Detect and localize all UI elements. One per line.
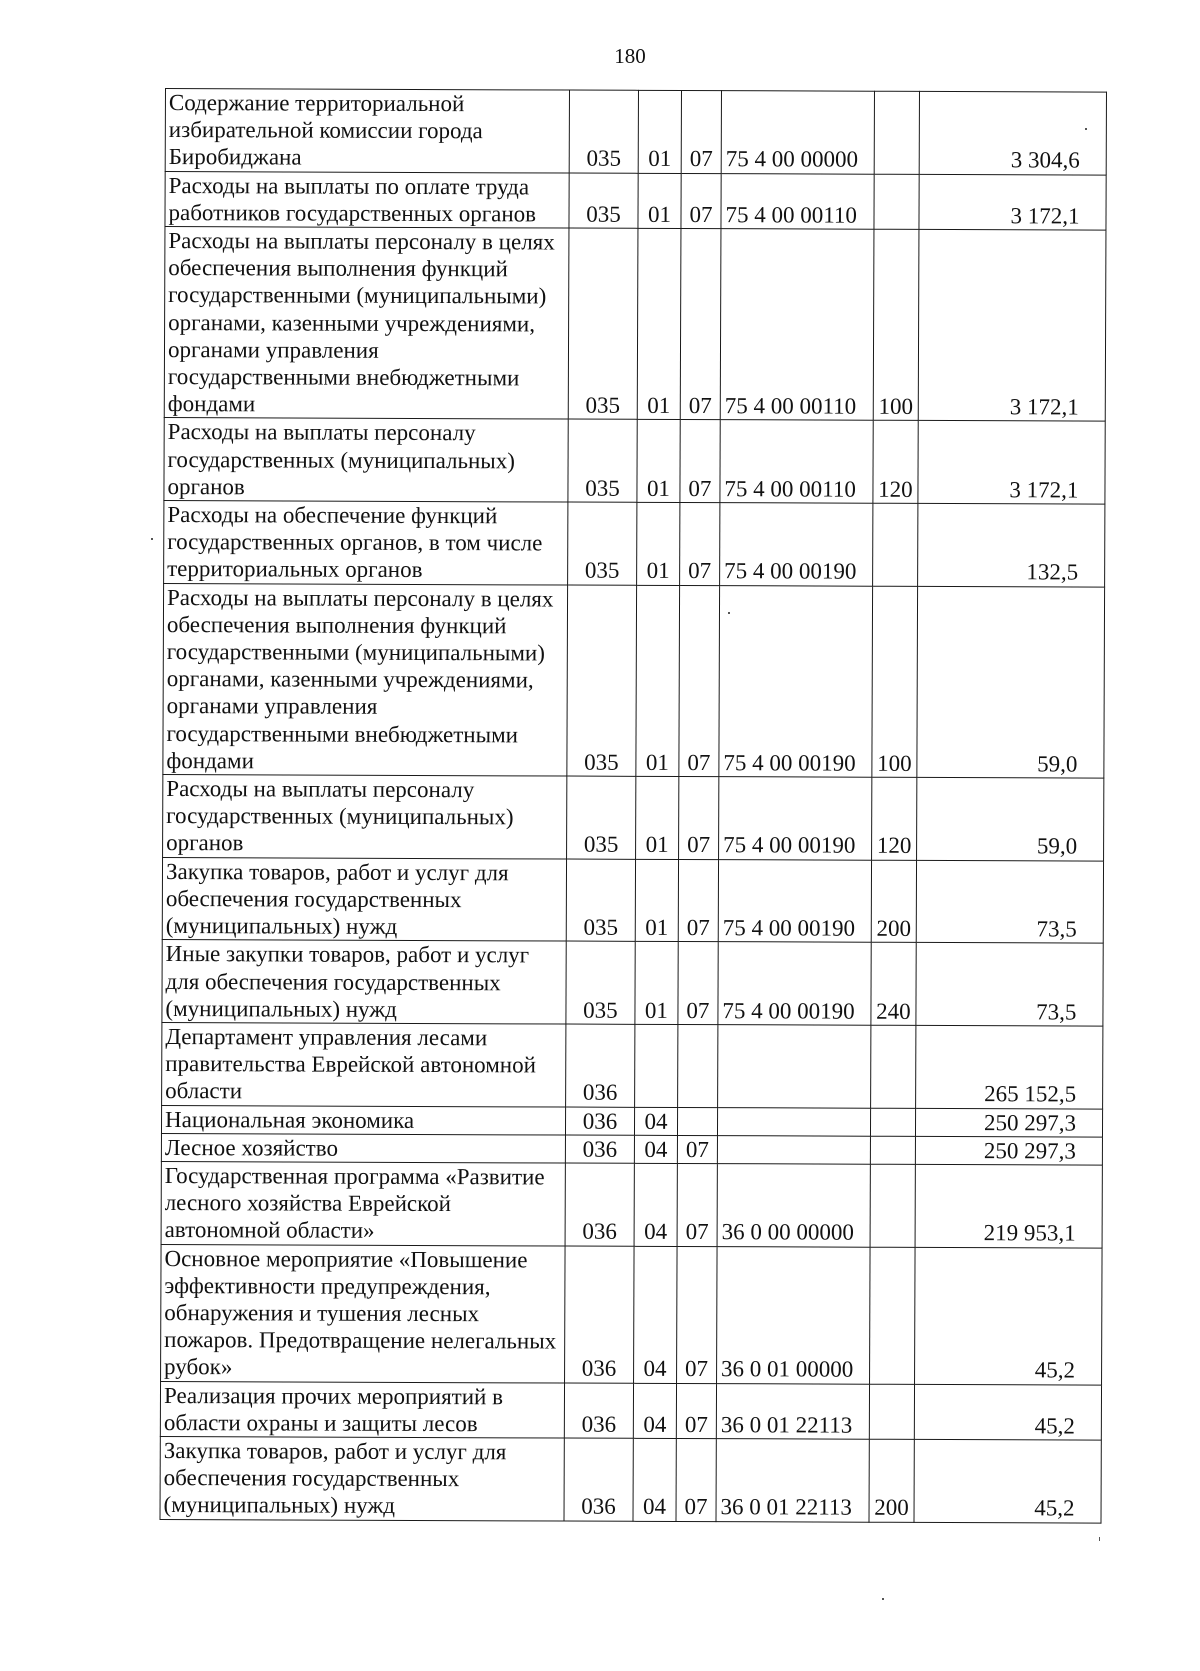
row-name-cell: Расходы на выплаты персоналу в целях обеспечения выполнения функций государственными (муниципальными) органами, казенными учреждениями, органами управления государственными внебюджетными фондами [163,583,568,776]
ministry-code-cell: 036 [564,1438,633,1521]
expense-type-cell: 200 [871,860,916,943]
subsection-code-cell: 07 [680,503,720,586]
subsection-code-cell: 07 [677,1135,717,1163]
section-code-cell [635,1024,678,1107]
table-row [164,227,1106,422]
ministry-code-cell: 036 [565,1135,634,1163]
expense-type-cell: 200 [869,1439,914,1522]
ministry-code-cell: 035 [569,90,638,173]
amount-cell: 45,2 [914,1439,1101,1522]
target-article-cell: 36 0 01 22113 [716,1383,869,1439]
row-name-cell: Расходы на выплаты персоналу государственных (муниципальных) органов [163,775,567,859]
scan-speck [1085,128,1087,130]
ministry-code-cell: 036 [565,1246,635,1383]
expense-type-cell: 100 [873,229,919,421]
scan-speck [1099,1537,1100,1541]
amount-cell: 265 152,5 [916,1025,1103,1108]
table-row [161,1244,1103,1385]
amount-cell: 250 297,3 [915,1136,1102,1165]
subsection-code-cell [677,1107,717,1135]
table-row [162,1022,1103,1108]
amount-cell: 3 172,1 [918,229,1106,421]
subsection-code-cell: 07 [678,942,718,1025]
section-code-cell: 04 [633,1383,676,1439]
section-code-cell: 04 [633,1438,676,1521]
expense-type-cell [873,503,918,586]
scan-speck [882,1598,884,1600]
table-row [163,775,1104,861]
scan-speck [728,612,730,614]
row-name-cell: Расходы на выплаты по оплате труда работников государственных органов [165,171,569,228]
table-row [164,418,1105,504]
amount-cell: 59,0 [917,586,1105,778]
row-name-cell: Закупка товаров, работ и услуг для обеспечения государственных (муниципальных) нужд [162,857,566,941]
expense-type-cell [870,1108,915,1136]
row-name-cell: Реализация прочих мероприятий в области охраны и защиты лесов [160,1381,564,1438]
target-article-cell: 75 4 00 00190 [719,585,873,777]
section-code-cell: 04 [634,1246,678,1383]
section-code-cell: 01 [638,173,681,229]
subsection-code-cell: 07 [676,1438,716,1521]
target-article-cell: 75 4 00 00110 [721,173,874,229]
target-article-cell: 36 0 00 00000 [717,1164,870,1247]
ministry-code-cell: 035 [566,859,635,942]
section-code-cell: 01 [637,228,681,420]
page-number: 180 [614,44,646,68]
amount-cell: 250 297,3 [915,1108,1102,1137]
amount-cell: 219 953,1 [915,1164,1102,1247]
target-article-cell: 36 0 01 22113 [716,1439,869,1522]
target-article-cell: 75 4 00 00000 [721,91,874,174]
row-name-cell: Лесное хозяйство [161,1133,565,1163]
expense-type-cell [870,1164,915,1247]
expense-type-cell [870,1136,915,1164]
expense-type-cell [874,174,919,230]
target-article-cell: 75 4 00 00110 [720,229,874,421]
ministry-code-cell: 036 [565,1107,634,1135]
subsection-code-cell: 07 [677,1246,718,1383]
row-name-cell: Содержание территориальной избирательной комиссии города Биробиджана [165,89,569,173]
section-code-cell: 01 [638,90,681,173]
amount-cell: 3 304,6 [919,91,1106,174]
table-row [163,583,1105,778]
section-code-cell: 01 [637,502,680,585]
amount-cell: 132,5 [918,503,1105,586]
ministry-code-cell: 035 [568,228,638,420]
target-article-cell: 36 0 01 00000 [717,1246,871,1384]
section-code-cell: 04 [634,1107,677,1135]
section-code-cell: 01 [635,942,678,1025]
ministry-code-cell: 035 [569,173,638,229]
subsection-code-cell: 07 [677,1163,717,1246]
expense-type-cell [870,1247,916,1384]
amount-cell: 3 172,1 [919,174,1106,230]
ministry-code-cell: 035 [568,502,637,585]
subsection-code-cell: 07 [680,228,721,420]
table-row [161,1133,1102,1165]
budget-table [160,88,1107,1523]
subsection-code-cell [678,1024,718,1107]
amount-cell: 73,5 [916,943,1103,1026]
target-article-cell [717,1135,870,1164]
ministry-code-cell: 035 [566,941,635,1024]
section-code-cell: 04 [634,1135,677,1163]
table-row [162,857,1103,943]
row-name-cell: Иные закупки товаров, работ и услуг для обеспечения государственных (муниципальных) нужд [162,940,566,1024]
section-code-cell: 01 [636,585,680,777]
target-article-cell: 75 4 00 00190 [718,859,871,942]
amount-cell: 45,2 [914,1384,1101,1440]
table-row [164,501,1105,587]
section-code-cell: 04 [634,1163,677,1246]
ministry-code-cell: 035 [568,419,637,502]
subsection-code-cell: 07 [679,585,720,777]
row-name-cell: Основное мероприятие «Повышение эффективности предупреждения, обнаружения и тушения лесных пожаров. Предотвращение нелегальных рубок» [161,1244,566,1383]
expense-type-cell: 120 [873,421,918,504]
ministry-code-cell: 036 [566,1024,635,1107]
expense-type-cell: 240 [871,943,916,1026]
subsection-code-cell: 07 [678,859,718,942]
expense-type-cell: 120 [872,777,917,860]
row-name-cell: Расходы на выплаты персоналу государственных (муниципальных) органов [164,418,568,502]
target-article-cell [717,1107,870,1136]
expense-type-cell [871,1025,916,1108]
section-code-cell: 01 [637,420,680,503]
target-article-cell: 75 4 00 00110 [720,420,873,503]
subsection-code-cell: 07 [681,173,721,229]
amount-cell: 59,0 [917,777,1104,860]
row-name-cell: Расходы на выплаты персоналу в целях обеспечения выполнения функций государственными (муниципальными) органами, казенными учреждениями, органами управления государственными внебюджетными фондами [164,227,569,420]
section-code-cell: 01 [635,859,678,942]
table-row [160,1381,1101,1440]
amount-cell: 73,5 [916,860,1103,943]
target-article-cell: 75 4 00 00190 [720,503,873,586]
amount-cell: 3 172,1 [918,421,1105,504]
subsection-code-cell: 07 [681,90,721,173]
row-name-cell: Департамент управления лесами правительства Еврейской автономной области [162,1022,566,1106]
amount-cell: 45,2 [915,1247,1103,1385]
table-row [161,1161,1102,1247]
ministry-code-cell: 035 [567,585,637,777]
row-name-cell: Закупка товаров, работ и услуг для обеспечения государственных (муниципальных) нужд [160,1436,564,1520]
expense-type-cell [874,91,919,174]
subsection-code-cell: 07 [676,1383,716,1439]
table-row [161,1105,1102,1137]
table-row [165,171,1106,230]
expense-type-cell [869,1384,914,1440]
target-article-cell: 75 4 00 00190 [719,777,872,860]
subsection-code-cell: 07 [679,777,719,860]
row-name-cell: Расходы на обеспечение функций государственных органов, в том числе территориальных органов [164,501,568,585]
ministry-code-cell: 036 [565,1163,634,1246]
ministry-code-cell: 035 [567,776,636,859]
target-article-cell: 75 4 00 00190 [718,942,871,1025]
budget-table-body [160,89,1106,1523]
table-row [162,940,1103,1026]
expense-type-cell: 100 [872,586,918,778]
ministry-code-cell: 036 [564,1383,633,1439]
table-row [160,1436,1101,1522]
table-row [165,89,1106,175]
section-code-cell: 01 [636,776,679,859]
row-name-cell: Национальная экономика [161,1105,565,1135]
subsection-code-cell: 07 [680,420,720,503]
row-name-cell: Государственная программа «Развитие лесного хозяйства Еврейской автономной области» [161,1161,565,1245]
target-article-cell [718,1025,871,1108]
scan-speck [151,538,153,540]
